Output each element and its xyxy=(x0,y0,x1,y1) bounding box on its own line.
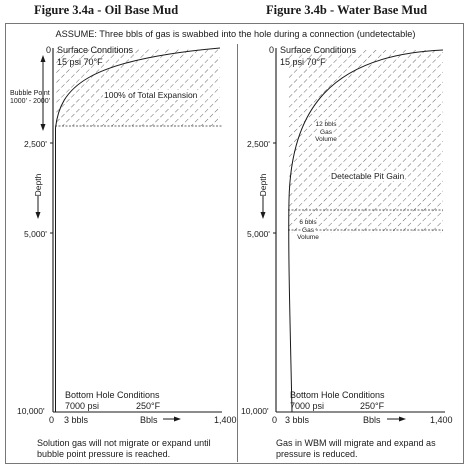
oil-bottom-pressure: 7000 psi xyxy=(65,401,100,411)
oil-y-tick-10000: 10,000' xyxy=(17,406,45,416)
oil-expansion-label: 100% of Total Expansion xyxy=(104,90,198,100)
oil-caption-line2: bubble point pressure is reached. xyxy=(37,449,171,459)
oil-x-label: Bbls xyxy=(140,415,158,425)
oil-bottom-temp: 250°F xyxy=(136,401,161,411)
oil-surface-values: 15 psi 70°F xyxy=(57,57,103,67)
wbm-bottom-label: Bottom Hole Conditions xyxy=(290,390,385,400)
wbm-gas-12-label: 12 bbls Gas Volume xyxy=(315,121,337,143)
wbm-depth-arrow-head xyxy=(261,212,266,219)
wbm-x-gas: 3 bbls xyxy=(285,415,310,425)
wbm-depth-label: Depth xyxy=(258,173,268,197)
oil-y-tick-5000: 5,000' xyxy=(24,229,47,239)
wbm-caption-line2: pressure is reduced. xyxy=(276,449,358,459)
figure-a-title: Figure 3.4a - Oil Base Mud xyxy=(34,3,179,17)
wbm-y-tick-0: 0 xyxy=(269,45,275,55)
oil-caption-line1: Solution gas will not migrate or expand until xyxy=(37,438,211,448)
wbm-bbls-arrow-head xyxy=(399,417,406,422)
wbm-surface-values: 15 psi 70°F xyxy=(280,57,326,67)
oil-x-end: 1,400 xyxy=(214,415,237,425)
oil-x-gas: 3 bbls xyxy=(64,415,89,425)
oil-depth-label: Depth xyxy=(33,173,43,197)
wbm-gas-6-label: 6 bbls Gas Volume xyxy=(297,219,319,241)
panel-a-graphics xyxy=(36,48,223,422)
assumption-note: ASSUME: Three bbls of gas is swabbed into the hole during a connection (undetectable) xyxy=(55,29,416,39)
wbm-pit-gain-label: Detectable Pit Gain xyxy=(331,171,405,181)
oil-y-tick-0: 0 xyxy=(46,45,52,55)
wbm-caption-line1: Gas in WBM will migrate and expand as xyxy=(276,438,436,448)
wbm-x-end: 1,400 xyxy=(430,415,453,425)
oil-bubble-arrow-up xyxy=(41,55,46,62)
figure-b-title: Figure 3.4b - Water Base Mud xyxy=(266,3,428,17)
oil-depth-arrow-head xyxy=(36,212,41,219)
oil-surface-label: Surface Conditions xyxy=(57,45,134,55)
oil-bubble-arrow-down xyxy=(41,124,46,131)
wbm-bottom-pressure: 7000 psi xyxy=(290,401,325,411)
oil-bottom-label: Bottom Hole Conditions xyxy=(65,390,160,400)
oil-y-tick-2500: 2,500' xyxy=(24,139,47,149)
oil-bbls-arrow-head xyxy=(174,417,181,422)
panel-b-graphics xyxy=(261,48,446,422)
wbm-surface-label: Surface Conditions xyxy=(280,45,357,55)
wbm-y-tick-10000: 10,000' xyxy=(241,406,269,416)
wbm-x-start: 0 xyxy=(272,415,278,425)
oil-bubble-point-range: 1000' - 2000' xyxy=(10,98,51,105)
wbm-y-tick-2500: 2,500' xyxy=(247,139,270,149)
oil-bubble-point-label: Bubble Point xyxy=(10,90,50,97)
oil-x-start: 0 xyxy=(49,415,55,425)
wbm-x-label: Bbls xyxy=(363,415,381,425)
wbm-bottom-temp: 250°F xyxy=(360,401,385,411)
wbm-y-tick-5000: 5,000' xyxy=(247,229,270,239)
